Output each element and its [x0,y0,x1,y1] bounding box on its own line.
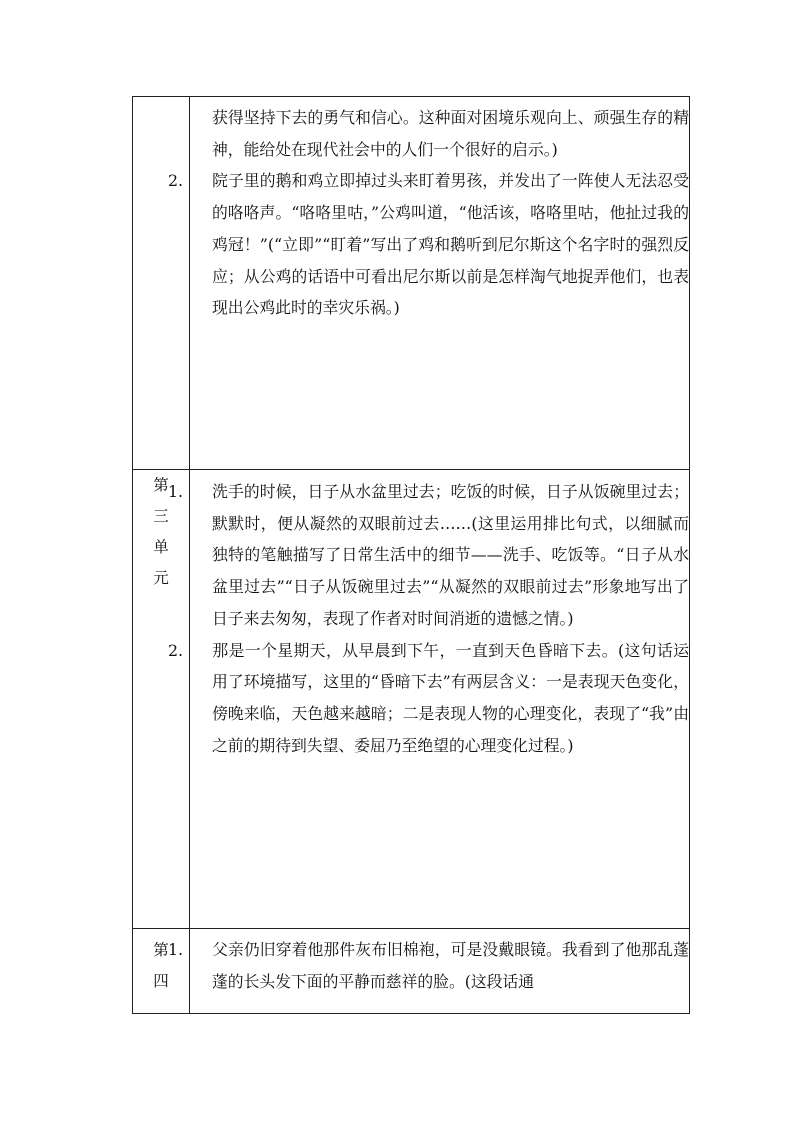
unit-label [153,470,169,594]
unit-char: 第 [153,476,169,494]
content-cell [168,929,690,1014]
paragraph-text: 院子里的鹅和鸡立即掉过头来盯着男孩，并发出了一阵使人无法忍受的咯咯声。“咯咯里咕，”公鸡叫道，“他活该，咯咯里咕，他扯过我的鸡冠！”(“立即”“盯着”写出了鸡和鹅听到尼尔斯这个名字时的强烈反应；从公鸡的话语中可看出尼尔斯以前是怎样淘气地捉弄他们，也表现出公鸡此时的幸灾乐祸。) [212,171,689,318]
paragraph-text: 那是一个星期天，从早晨到下午，一直到天色昏暗下去。(这句话运用了环境描写，这里的“昏暗下去”有两层含义：一是表现天色变化，傍晚来临，天色越来越暗；二是表现人物的心理变化，表现了“我”由之前的期待到失望、委屈乃至绝望的心理变化过程。) [212,640,689,755]
unit-char: 三 [153,507,169,525]
paragraph [168,470,689,635]
unit-label [153,929,169,997]
paragraph-number: 1. [168,482,184,501]
unit-label-cell [133,470,190,929]
unit-char: 单 [153,538,169,556]
paragraph [190,97,689,165]
table-row [133,97,690,470]
unit-char: 第 [153,941,169,959]
unit-label-cell [133,97,190,470]
content-cell [168,97,690,470]
paragraph-number: 2. [168,640,184,660]
paragraph-number: 1. [168,940,184,959]
paragraph-text: 洗手的时候，日子从水盆里过去；吃饭的时候，日子从饭碗里过去；默默时，便从凝然的双眼前过去……(这里运用排比句式，以细腻而独特的笔触描写了日常生活中的细节——洗手、吃饭等。“日子从水盆里过去”“日子从饭碗里过去”“从凝然的双眼前过去”形象地写出了日子来去匆匆，表现了作者对时间消逝的遗憾之情。) [212,482,689,628]
paragraph [168,165,689,324]
paragraph [168,635,689,762]
table-row [133,470,690,929]
paragraph-text: 获得坚持下去的勇气和信心。这种面对困境乐观向上、顽强生存的精神，能给处在现代社会中的人们一个很好的启示。) [212,108,689,159]
table-row [133,929,690,1014]
paragraph-text: 父亲仍旧穿着他那件灰布旧棉袍，可是没戴眼镜。我看到了他那乱蓬蓬的长头发下面的平静而慈祥的脸。(这段话通 [212,940,689,991]
content-cell [168,470,690,929]
unit-char: 四 [153,972,169,990]
unit-char: 元 [153,569,169,587]
content-table [132,96,690,1014]
paragraph-number: 2. [168,171,184,191]
paragraph [168,929,689,997]
